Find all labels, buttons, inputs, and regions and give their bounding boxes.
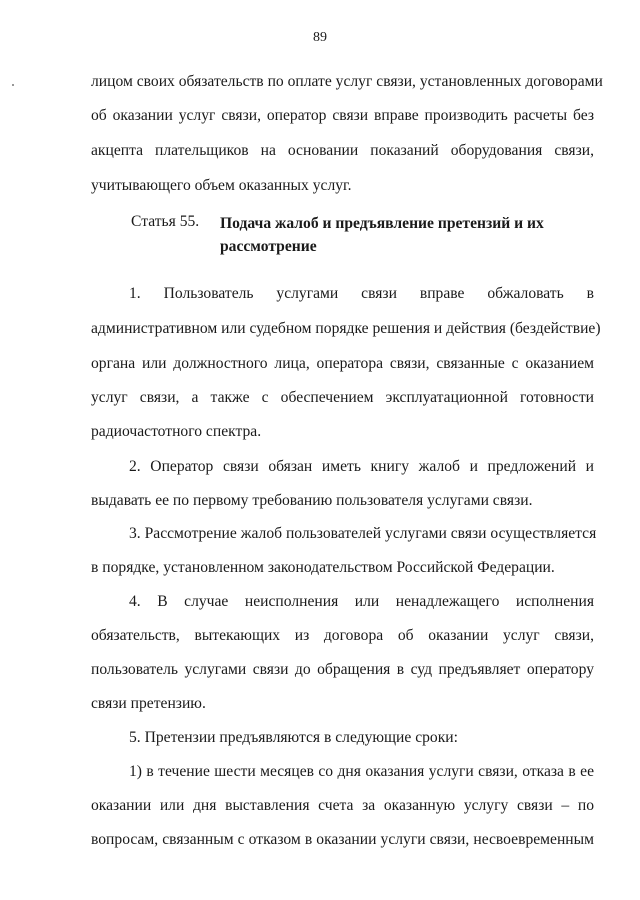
text-line: выдавать ее по первому требованию пользователя услугами связи. <box>91 492 533 509</box>
text-line: административном или судебном порядке решения и действия (бездействие) <box>91 320 601 337</box>
text-line: лицом своих обязательств по оплате услуг связи, установленных договорами <box>91 73 603 90</box>
text-line: органа или должностного лица, оператора связи, связанные с оказанием <box>91 355 594 372</box>
text-line: 5. Претензии предъявляются в следующие сроки: <box>129 729 458 746</box>
text-line: об оказании услуг связи, оператор связи вправе производить расчеты без <box>91 107 594 124</box>
scan-artifact-dot <box>12 84 14 86</box>
text-line: 4. В случае неисполнения или ненадлежащего исполнения <box>129 593 594 610</box>
text-line: связи претензию. <box>91 695 206 712</box>
text-line: вопросам, связанным с отказом в оказании услуги связи, несвоевременным <box>91 831 594 848</box>
text-line: оказании или дня выставления счета за оказанную услугу связи – по <box>91 797 594 814</box>
text-line: 2. Оператор связи обязан иметь книгу жалоб и предложений и <box>129 458 594 475</box>
text-line: в порядке, установленном законодательством Российской Федерации. <box>91 559 555 576</box>
text-line: обязательств, вытекающих из договора об оказании услуг связи, <box>91 627 594 644</box>
text-line: 3. Рассмотрение жалоб пользователей услугами связи осуществляется <box>129 525 597 542</box>
text-line: акцепта плательщиков на основании показаний оборудования связи, <box>91 142 594 159</box>
text-line: учитывающего объем оказанных услуг. <box>91 177 352 194</box>
text-line: 1) в течение шести месяцев со дня оказания услуги связи, отказа в ее <box>129 763 594 780</box>
text-line: 1. Пользователь услугами связи вправе обжаловать в <box>129 285 594 302</box>
text-line: услуг связи, а также с обеспечением эксплуатационной готовности <box>91 389 594 406</box>
text-line: пользователь услугами связи до обращения в суд предъявляет оператору <box>91 661 594 678</box>
page-number: 89 <box>313 30 327 45</box>
text-line: радиочастотного спектра. <box>91 423 262 440</box>
article-title: Подача жалоб и предъявление претензий и их рассмотрение <box>220 215 544 255</box>
article-label: Статья 55. <box>131 213 200 230</box>
